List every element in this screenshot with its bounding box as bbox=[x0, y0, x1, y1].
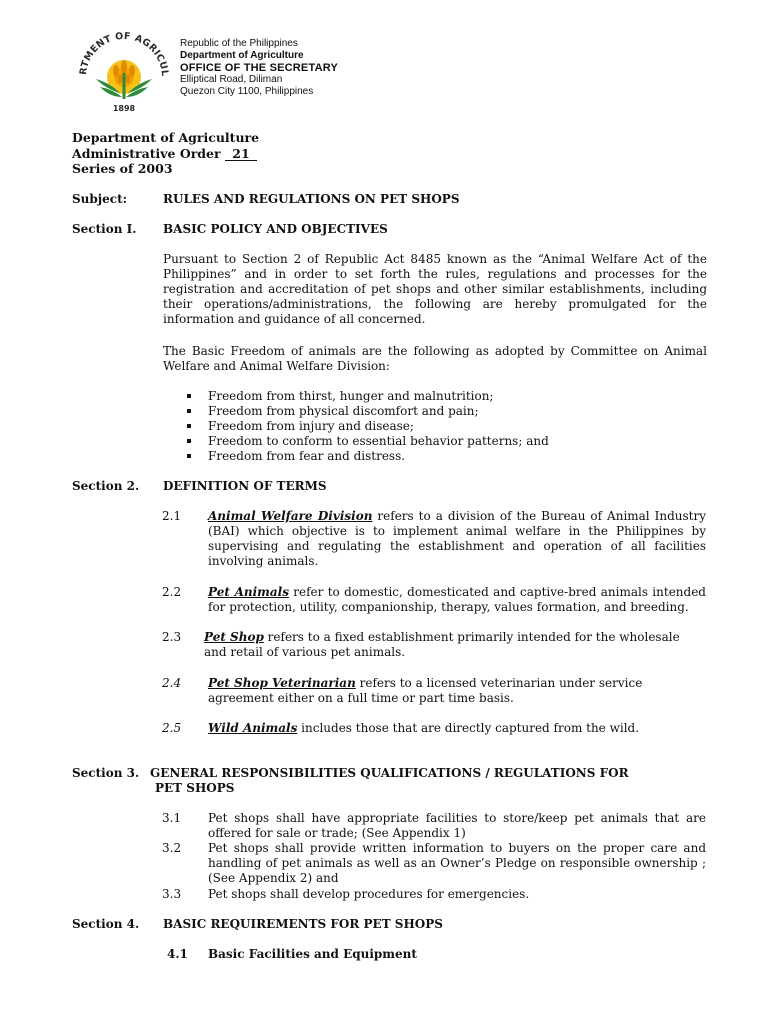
section3-title-line-2: PET SHOPS bbox=[155, 781, 235, 795]
section3-label: Section 3. bbox=[72, 766, 140, 780]
order-dept: Department of Agriculture bbox=[72, 130, 260, 145]
section4-title: BASIC REQUIREMENTS FOR PET SHOPS bbox=[163, 917, 443, 931]
section3-item: Pet shops shall provide written information to buyers on the proper care and handling of pet animals as well as an Owner’s Pledge on responsible ownership ; (See Appendix 2) and bbox=[208, 841, 706, 885]
definition-text: includes those that are directly captured from the wild. bbox=[297, 721, 640, 735]
section3-item: Pet shops shall develop procedures for emergencies. bbox=[208, 887, 530, 901]
order-ao-number: 21 bbox=[225, 147, 257, 161]
section1-paragraph-1: Pursuant to Section 2 of Republic Act 8485 known as the “Animal Welfare Act of the Philippines” and in order to set forth the rules, regulations and processes for the registration and accreditation of pet shops and other similar establishments, including their operations/administrations, the following are hereby promulgated for the information and guidance of all concerned. bbox=[163, 252, 707, 326]
list-item: Freedom from fear and distress. bbox=[184, 449, 684, 464]
section1-title: BASIC POLICY AND OBJECTIVES bbox=[163, 222, 388, 236]
definition-term: Pet Animals bbox=[208, 585, 289, 599]
section2-title: DEFINITION OF TERMS bbox=[163, 479, 327, 493]
item-number: 3.3 bbox=[162, 887, 182, 901]
section1-label: Section I. bbox=[72, 222, 137, 236]
item-number: 3.1 bbox=[162, 811, 182, 825]
seal-arc-text: RTMENT OF AGRICUL bbox=[77, 30, 170, 76]
order-header bbox=[72, 130, 259, 177]
definition-pet-animals bbox=[208, 585, 706, 615]
definition-number: 2.2 bbox=[162, 585, 182, 599]
item-number: 3.2 bbox=[162, 841, 182, 855]
definition-term: Animal Welfare Division bbox=[208, 509, 373, 523]
definition-text: refer to domestic, domesticated and captive-bred animals intended for protection, utility, companionship, therapy, values formation, and breeding. bbox=[208, 585, 706, 614]
section3-title-line-1: GENERAL RESPONSIBILITIES QUALIFICATIONS / REGULATIONS FOR bbox=[150, 766, 629, 780]
definition-pet-shop bbox=[204, 630, 698, 660]
section4-sub-number: 4.1 bbox=[167, 947, 188, 961]
list-item: Freedom from physical discomfort and pain; bbox=[184, 404, 684, 419]
definition-number: 2.5 bbox=[162, 721, 182, 735]
letterhead-republic: Republic of the Philippines bbox=[180, 38, 298, 49]
list-item: Freedom from injury and disease; bbox=[184, 419, 684, 434]
definition-number: 2.1 bbox=[162, 509, 182, 523]
definition-term: Pet Shop bbox=[204, 630, 264, 644]
letterhead-city: Quezon City 1100, Philippines bbox=[180, 86, 314, 97]
order-series: Series of 2003 bbox=[72, 161, 173, 176]
letterhead-address-block bbox=[180, 38, 338, 98]
definition-text: refers to a licensed veterinarian under service agreement either on a full time or part time basis. bbox=[208, 676, 643, 705]
section4-sub-title: Basic Facilities and Equipment bbox=[208, 947, 417, 961]
list-item: Freedom from thirst, hunger and malnutrition; bbox=[184, 389, 684, 404]
letterhead-street: Elliptical Road, Diliman bbox=[180, 74, 283, 85]
section1-paragraph-2: The Basic Freedom of animals are the following as adopted by Committee on Animal Welfare and Animal Welfare Division: bbox=[163, 344, 707, 373]
definition-wild-animals bbox=[208, 721, 706, 736]
freedoms-list bbox=[184, 389, 684, 464]
department-seal-logo bbox=[76, 27, 172, 123]
definition-number: 2.3 bbox=[162, 630, 182, 644]
definition-number: 2.4 bbox=[162, 676, 182, 690]
order-ao-line bbox=[72, 146, 259, 162]
definition-term: Wild Animals bbox=[208, 721, 298, 735]
definition-text: refers to a division of the Bureau of Animal Industry (BAI) which objective is to implement animal welfare in the Philippines by supervising and regulating the establishment and operation of all facilities involving animals. bbox=[208, 509, 707, 568]
order-ao-label: Administrative Order bbox=[72, 145, 221, 161]
subject-text: RULES AND REGULATIONS ON PET SHOPS bbox=[163, 192, 460, 206]
subject-label: Subject: bbox=[72, 192, 128, 206]
section2-label: Section 2. bbox=[72, 479, 140, 493]
definition-text: refers to a fixed establishment primarily intended for the wholesale and retail of various pet animals. bbox=[204, 630, 680, 659]
definition-pet-shop-veterinarian bbox=[208, 676, 698, 706]
section4-label: Section 4. bbox=[72, 917, 140, 931]
letterhead-department: Department of Agriculture bbox=[180, 50, 304, 61]
list-item: Freedom to conform to essential behavior patterns; and bbox=[184, 434, 684, 449]
letterhead-office: OFFICE OF THE SECRETARY bbox=[180, 62, 338, 74]
definition-term: Pet Shop Veterinarian bbox=[208, 676, 356, 690]
seal-year: 1898 bbox=[112, 104, 136, 113]
definition-animal-welfare-division bbox=[208, 509, 706, 569]
section3-item: Pet shops shall have appropriate facilities to store/keep pet animals that are offered for sale or trade; (See Appendix 1) bbox=[208, 811, 706, 840]
